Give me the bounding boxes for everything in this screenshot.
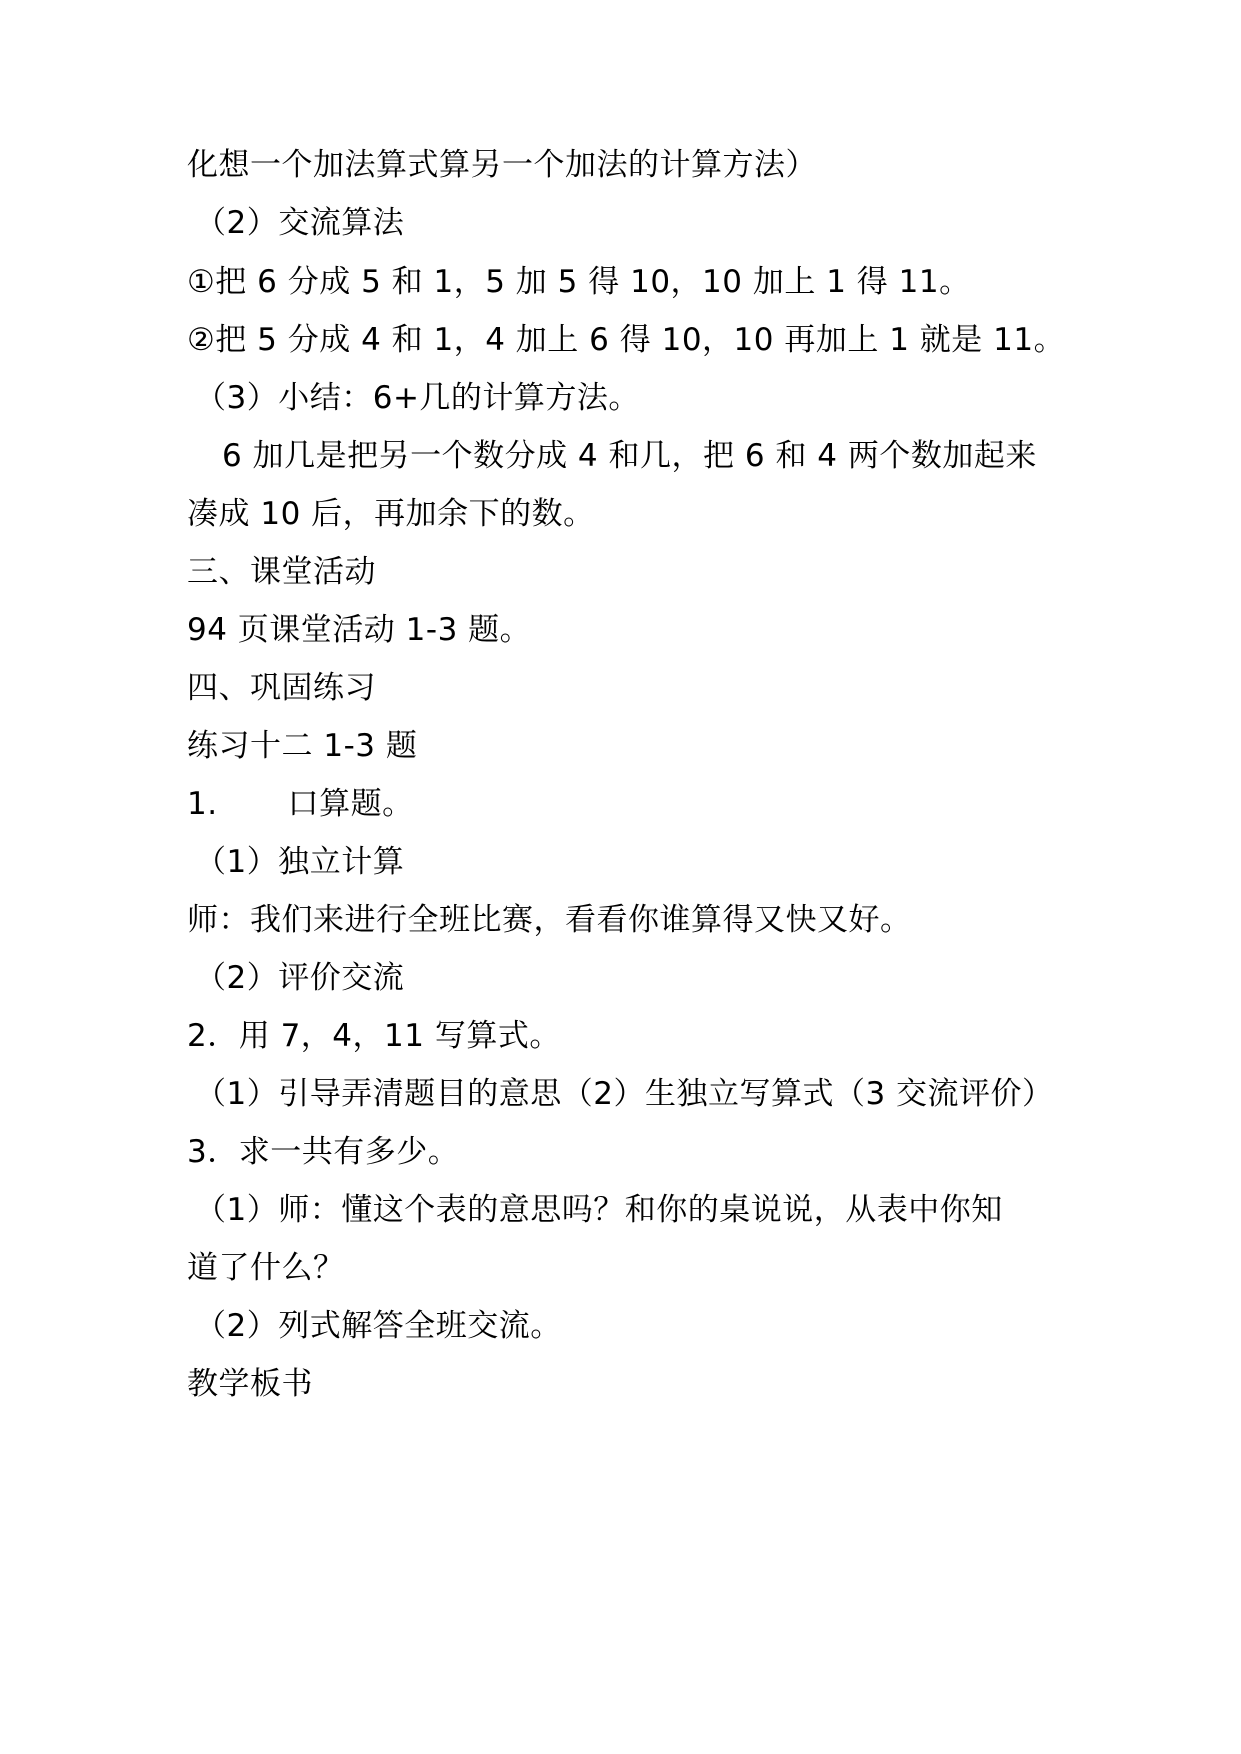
text-line-20: 道了什么？ xyxy=(187,1250,345,1286)
section-heading-board-writing: 教学板书 xyxy=(187,1366,313,1402)
text-line-19: （1）师：懂这个表的意思吗？和你的桌说说，从表中你知 xyxy=(195,1192,1003,1228)
text-line-21: （2）列式解答全班交流。 xyxy=(195,1308,562,1344)
text-line-7: 凑成 10 后，再加余下的数。 xyxy=(187,496,595,532)
numbered-item-1 xyxy=(187,784,414,824)
text-line-2: （2）交流算法 xyxy=(195,205,405,241)
text-line-14: 师：我们来进行全班比赛，看看你谁算得又快又好。 xyxy=(187,902,912,938)
item-text: 口算题。 xyxy=(287,786,414,822)
numbered-item-3: 3．求一共有多少。 xyxy=(187,1134,460,1170)
text-line-4: ②把 5 分成 4 和 1，4 加上 6 得 10，10 再加上 1 就是 11。 xyxy=(187,322,1066,358)
text-line-3: ①把 6 分成 5 和 1，5 加 5 得 10，10 加上 1 得 11。 xyxy=(187,264,971,300)
item-number: 1. xyxy=(187,786,218,822)
section-heading-practice: 四、巩固练习 xyxy=(187,670,376,706)
text-line-9: 94 页课堂活动 1-3 题。 xyxy=(187,612,532,648)
numbered-item-2: 2．用 7，4，11 写算式。 xyxy=(187,1018,561,1054)
text-line-13: （1）独立计算 xyxy=(195,844,405,880)
text-line-6: 6 加几是把另一个数分成 4 和几，把 6 和 4 两个数加起来 xyxy=(222,438,1037,474)
section-heading-classroom-activity: 三、课堂活动 xyxy=(187,554,376,590)
text-line-1: 化想一个加法算式算另一个加法的计算方法） xyxy=(187,147,817,183)
text-line-5: （3）小结：6+几的计算方法。 xyxy=(195,380,640,416)
text-line-11: 练习十二 1-3 题 xyxy=(187,728,418,764)
text-line-17: （1）引导弄清题目的意思（2）生独立写算式（3 交流评价） xyxy=(195,1076,1054,1112)
text-line-15: （2）评价交流 xyxy=(195,960,405,996)
